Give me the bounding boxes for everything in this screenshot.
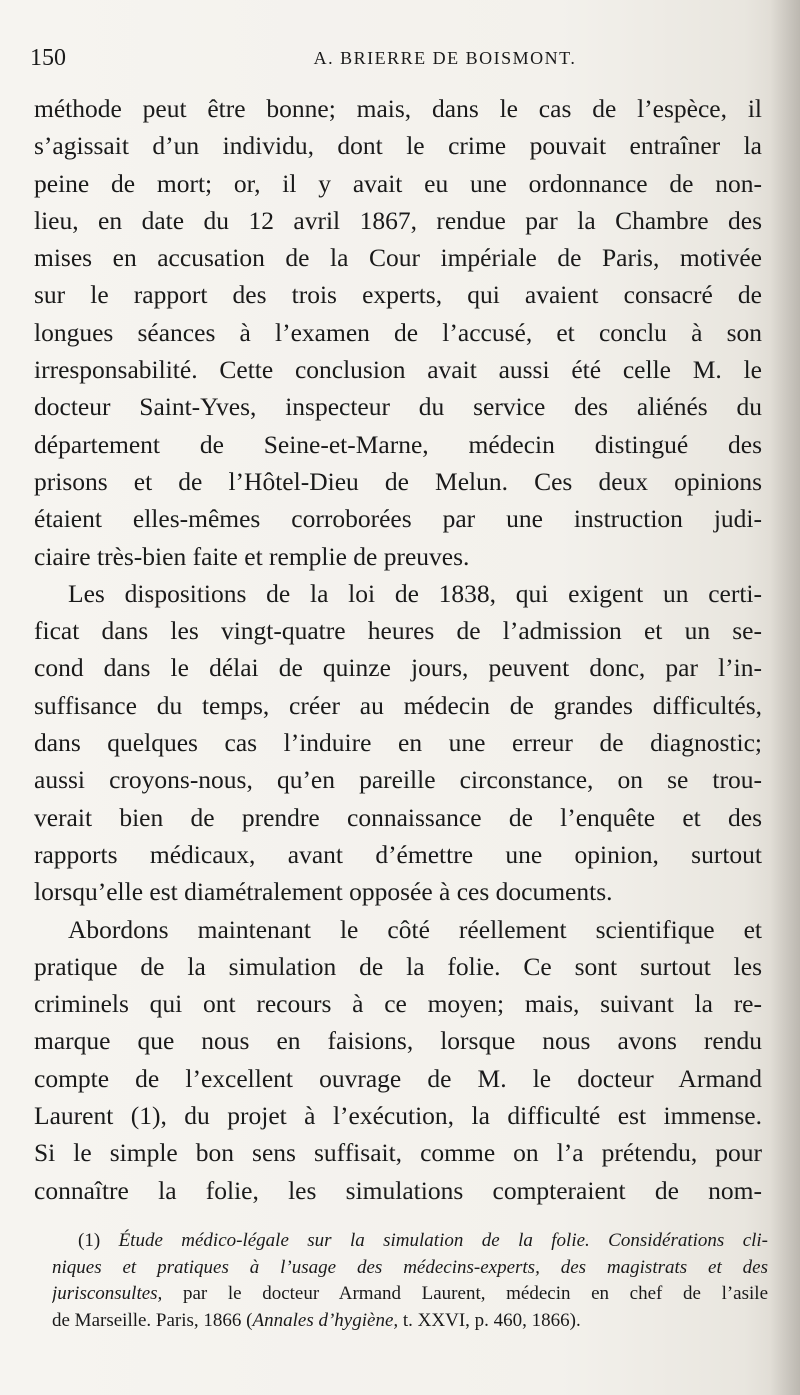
footnote-title: Étude médico-légale sur la simulation de la folie. Considérations cli-: [118, 1230, 768, 1251]
text-line: Laurent (1), du projet à l’exécution, la difficulté est immense.: [34, 1101, 762, 1131]
text-line: mises en accusation de la Cour impériale de Paris, motivée: [34, 243, 762, 273]
text-line: lorsqu’elle est diamétralement opposée à ces documents.: [34, 877, 613, 907]
text-line: Abordons maintenant le côté réellement scientifique et: [68, 914, 762, 944]
text-line: étaient elles-mêmes corroborées par une instruction judi-: [34, 504, 762, 534]
text-line: dans quelques cas l’induire en une erreur de diagnostic;: [34, 728, 762, 758]
text-line: rapports médicaux, avant d’émettre une opinion, surtout: [34, 839, 762, 869]
text-line: s’agissait d’un individu, dont le crime pouvait entraîner la: [34, 131, 762, 161]
footnote-line: [52, 1281, 768, 1308]
text-line: irresponsabilité. Cette conclusion avait aussi été celle M. le: [34, 355, 762, 385]
text-line: méthode peut être bonne; mais, dans le cas de l’espèce, il: [34, 94, 762, 123]
body-text: [34, 90, 762, 1209]
text-line: docteur Saint-Yves, inspecteur du service des aliénés du: [34, 392, 762, 422]
footnote-text: t. XXVI, p. 460, 1866).: [398, 1309, 581, 1331]
text-line: peine de mort; or, il y avait eu une ordonnance de non-: [34, 168, 762, 198]
footnote-italic: jurisconsultes,: [52, 1283, 163, 1304]
text-line: ciaire très-bien faite et remplie de preuves.: [34, 541, 470, 571]
footnote-italic: Annales d’hygiène,: [252, 1309, 399, 1331]
page-edge-shadow: [770, 0, 800, 1395]
footnote: [52, 1228, 768, 1334]
page-number: 150: [30, 45, 66, 71]
text-line: verait bien de prendre connaissance de l’enquête et des: [34, 802, 762, 832]
text-line: marque que nous en faisions, lorsque nous avons rendu: [34, 1026, 762, 1056]
footnote-marker: (1): [78, 1230, 101, 1251]
page-header: [30, 40, 770, 80]
text-line: Si le simple bon sens suffisait, comme on l’a prétendu, pour: [34, 1138, 762, 1168]
footnote-line: niques et pratiques à l’usage des médecins-experts, des magistrats et des: [52, 1256, 768, 1278]
text-line: ficat dans les vingt-quatre heures de l’admission et un se-: [34, 616, 762, 646]
footnote-line: [52, 1308, 768, 1335]
text-line: suffisance du temps, créer au médecin de grandes difficultés,: [34, 690, 762, 720]
text-line: prisons et de l’Hôtel-Dieu de Melun. Ces deux opinions: [34, 466, 762, 496]
text-line: Les dispositions de la loi de 1838, qui exigent un certi-: [68, 578, 762, 608]
text-line: pratique de la simulation de la folie. Ce sont surtout les: [34, 951, 762, 981]
text-line: criminels qui ont recours à ce moyen; mais, suivant la re-: [34, 989, 762, 1019]
footnote-line: [52, 1228, 768, 1255]
footnote-text: par le docteur Armand Laurent, médecin en chef de l’asile: [162, 1283, 768, 1304]
text-line: département de Seine-et-Marne, médecin distingué des: [34, 429, 762, 459]
running-head: A. BRIERRE DE BOISMONT.: [313, 48, 577, 68]
footnote-text: de Marseille. Paris, 1866 (: [52, 1309, 253, 1331]
text-line: cond dans le délai de quinze jours, peuvent donc, par l’in-: [34, 653, 762, 683]
text-line: longues séances à l’examen de l’accusé, et conclu à son: [34, 317, 762, 347]
text-line: lieu, en date du 12 avril 1867, rendue par la Chambre des: [34, 205, 762, 235]
text-line: sur le rapport des trois experts, qui avaient consacré de: [34, 280, 762, 310]
text-line: aussi croyons-nous, qu’en pareille circonstance, on se trou-: [34, 765, 762, 795]
text-line: connaître la folie, les simulations compteraient de nom-: [34, 1175, 762, 1205]
text-line: compte de l’excellent ouvrage de M. le docteur Armand: [34, 1063, 762, 1093]
